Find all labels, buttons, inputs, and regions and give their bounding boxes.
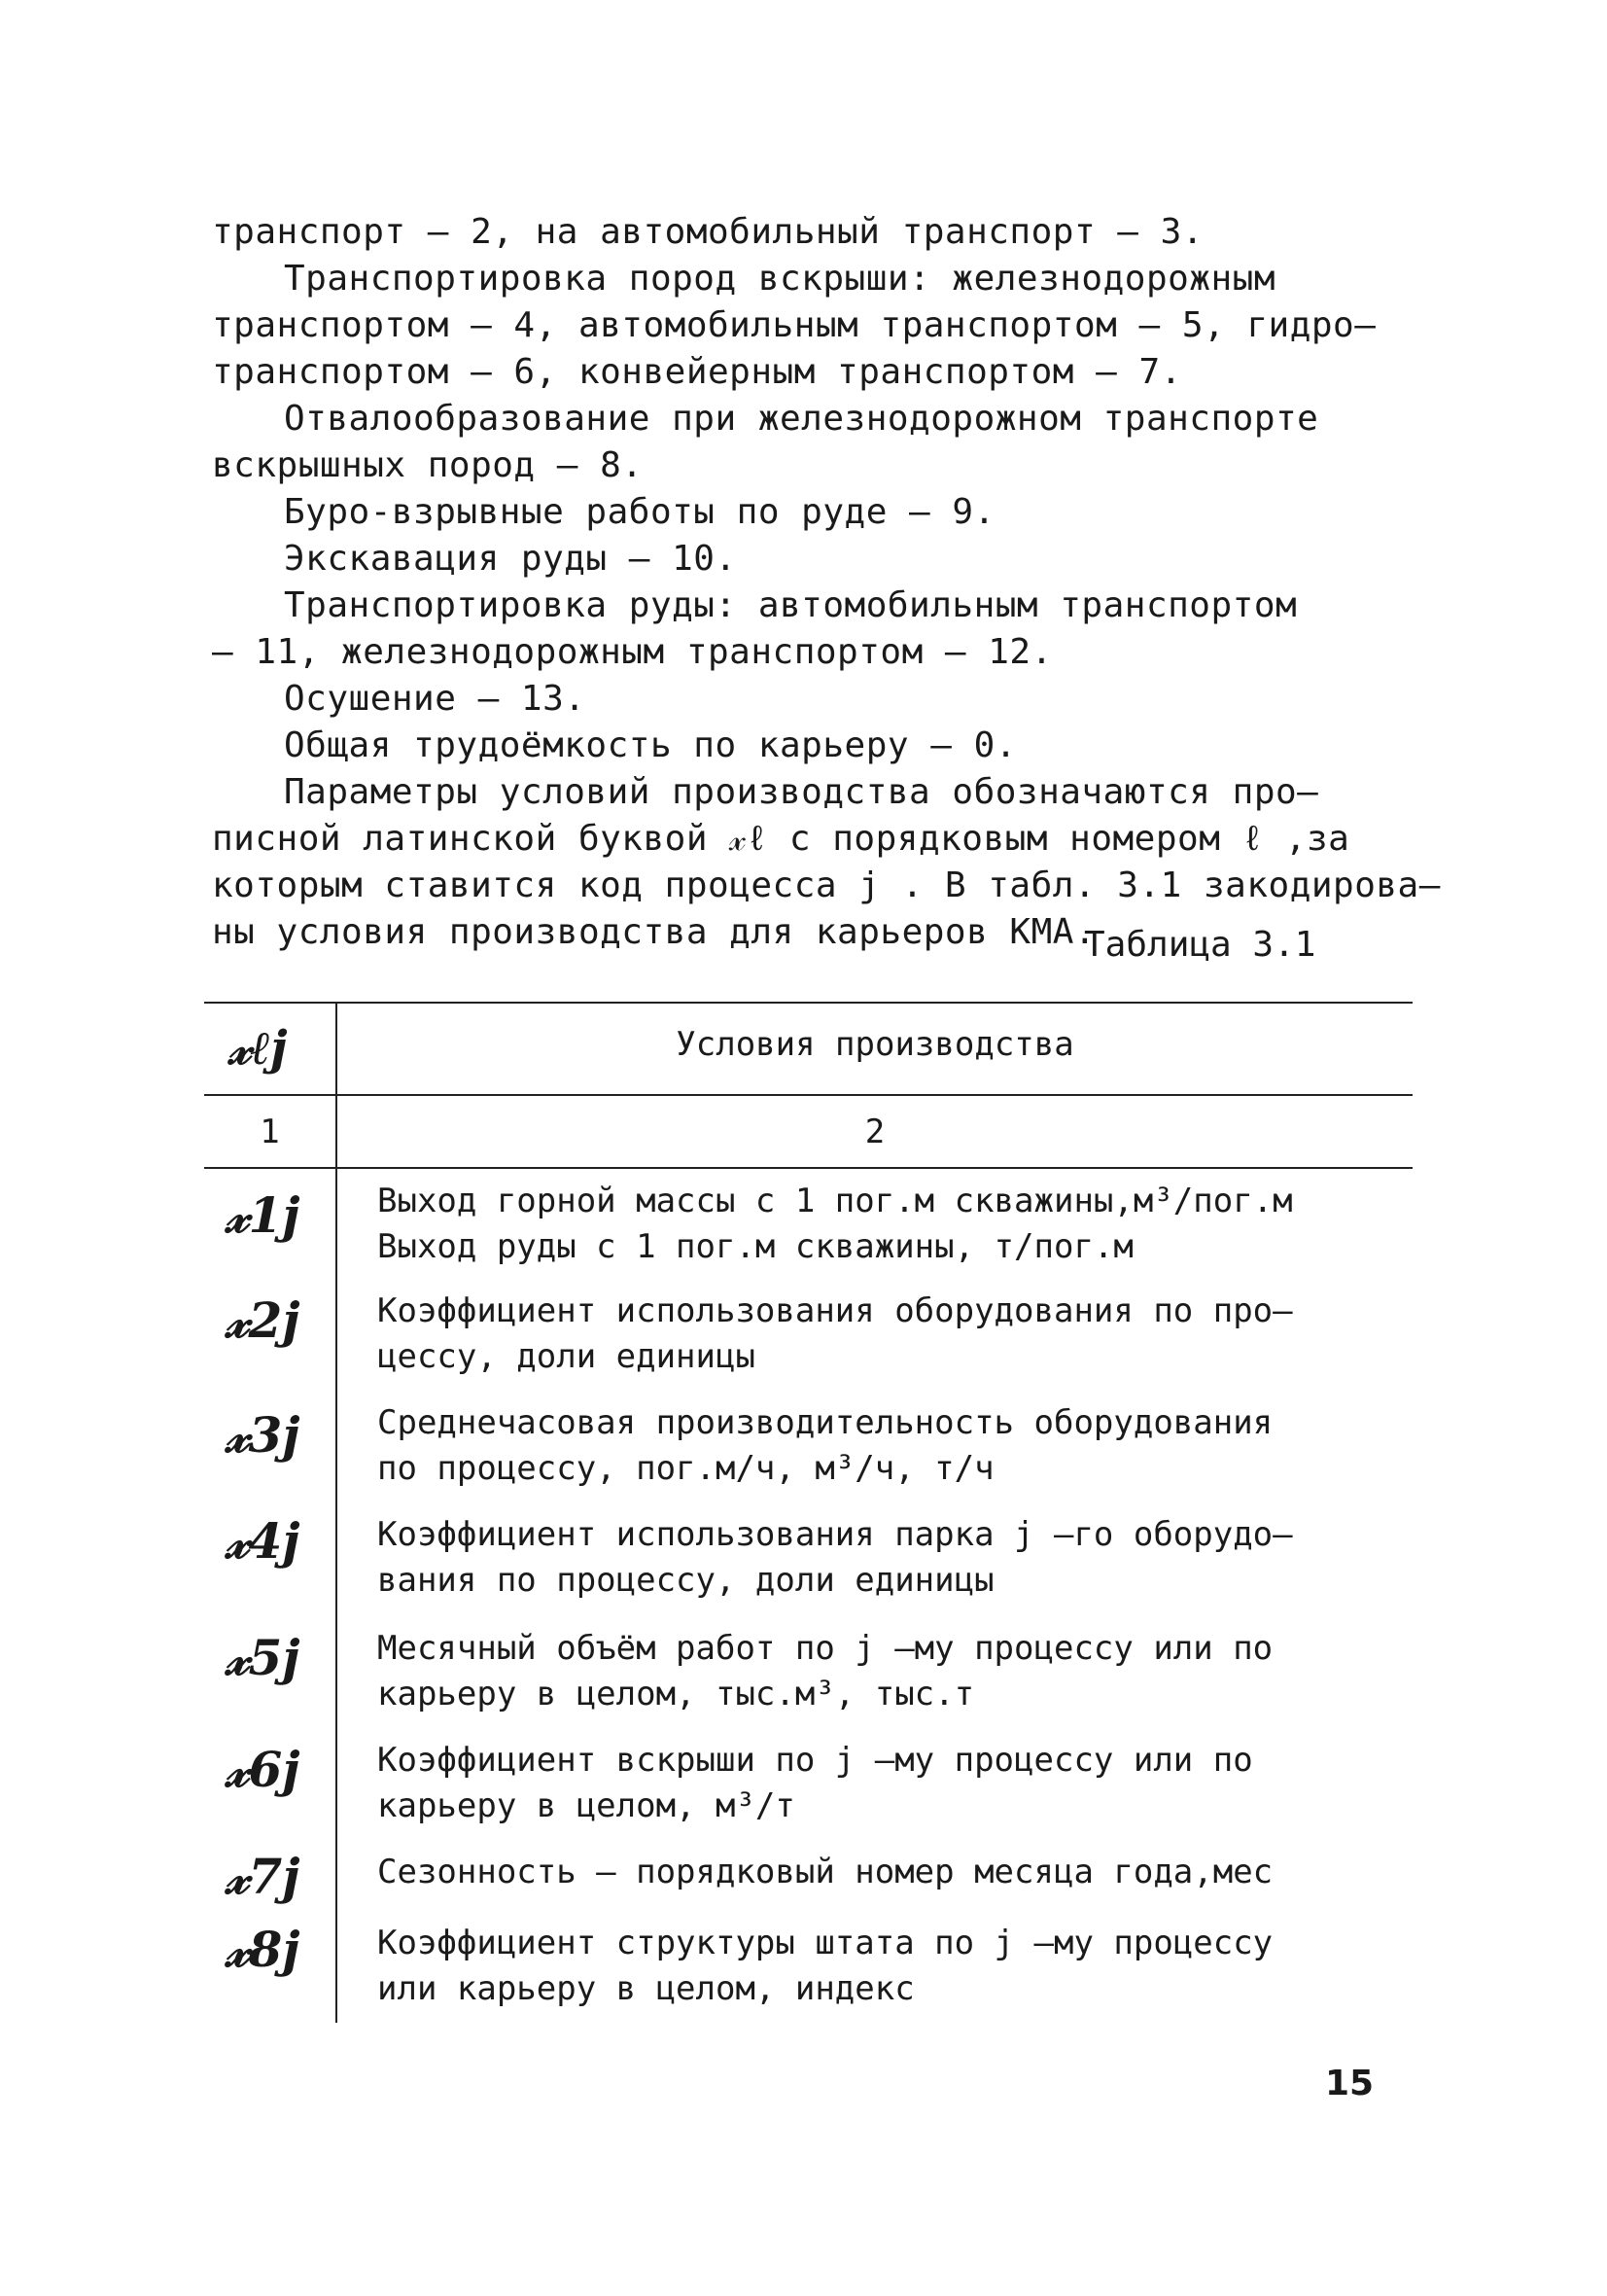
body-line-10: – 11, железнодорожным транспортом – 12. — [212, 632, 1053, 672]
table-row-text: Выход горной массы с 1 пог.м скважины,м³/пог.м Выход руды с 1 пог.м скважины, т/пог.м — [377, 1182, 1293, 1266]
table-row-variable: 𝓍1j — [226, 1186, 300, 1244]
table-row-text: Коэффициент использования парка j –го оборудо– вания по процессу, доли единицы — [377, 1515, 1293, 1600]
table-caption: Таблица 3.1 — [1084, 925, 1316, 965]
table-header-rule — [204, 1094, 1413, 1096]
body-line-16: ны условия производства для карьеров КМА. — [212, 912, 1097, 952]
body-line-2: Транспортировка пород вскрыши: железнодорожным — [284, 259, 1275, 299]
table-column-divider — [335, 1002, 337, 2023]
table-row-variable: 𝓍2j — [226, 1291, 300, 1349]
body-line-15: которым ставится код процесса j . В табл. 3.1 закодирова– — [212, 865, 1441, 905]
body-line-13: Параметры условий производства обозначаются про– — [284, 772, 1319, 812]
table-column-number-2: 2 — [864, 1113, 886, 1151]
table-row-variable: 𝓍5j — [226, 1629, 300, 1686]
body-line-7: Буро-взрывные работы по руде – 9. — [284, 492, 996, 532]
table-column-number-1: 1 — [260, 1113, 280, 1151]
table-header-title: Условия производства — [676, 1025, 1074, 1064]
table-top-rule — [204, 1002, 1413, 1004]
table-row-variable: 𝓍7j — [226, 1848, 300, 1905]
body-line-3: транспортом – 4, автомобильным транспортом – 5, гидро– — [212, 305, 1377, 345]
table-numbering-rule — [204, 1167, 1413, 1169]
body-line-11: Осушение – 13. — [284, 679, 586, 719]
table-row-text: Коэффициент использования оборудования по про– цессу, доли единицы — [377, 1291, 1293, 1376]
body-line-5: Отвалообразование при железнодорожном транспорте — [284, 399, 1319, 439]
page-number: 15 — [1325, 2064, 1375, 2103]
body-line-8: Экскавация руды – 10. — [284, 539, 737, 579]
body-line-4: транспортом – 6, конвейерным транспортом – 7. — [212, 352, 1182, 392]
body-line-14: писной латинской буквой 𝓍ℓ с порядковым номером ℓ ,за — [212, 819, 1350, 859]
table-row-variable: 𝓍6j — [226, 1741, 300, 1798]
body-line-6: вскрышных пород – 8. — [212, 445, 644, 485]
table-row-text: Коэффициент структуры штата по j –му процессу или карьеру в целом, индекс — [377, 1924, 1274, 2008]
table-row-variable: 𝓍3j — [226, 1406, 300, 1464]
table-row-text: Месячный объём работ по j –му процессу или по карьеру в целом, тыс.м³, тыс.т — [377, 1629, 1274, 1713]
body-line-12: Общая трудоёмкость по карьеру – 0. — [284, 725, 1017, 765]
body-line-1: транспорт – 2, на автомобильный транспорт – 3. — [212, 212, 1204, 252]
body-line-9: Транспортировка руды: автомобильным транспортом — [284, 585, 1298, 625]
table-row-text: Сезонность – порядковый номер месяца года,мес — [377, 1853, 1274, 1891]
table-row-text: Среднечасовая производительность оборудования по процессу, пог.м/ч, м³/ч, т/ч — [377, 1403, 1274, 1488]
table-header-variable: 𝓍ℓj — [228, 1021, 288, 1076]
table-row-text: Коэффициент вскрыши по j –му процессу или по карьеру в целом, м³/т — [377, 1741, 1253, 1825]
table-row-variable: 𝓍8j — [226, 1921, 300, 1978]
table-row-variable: 𝓍4j — [226, 1512, 300, 1570]
